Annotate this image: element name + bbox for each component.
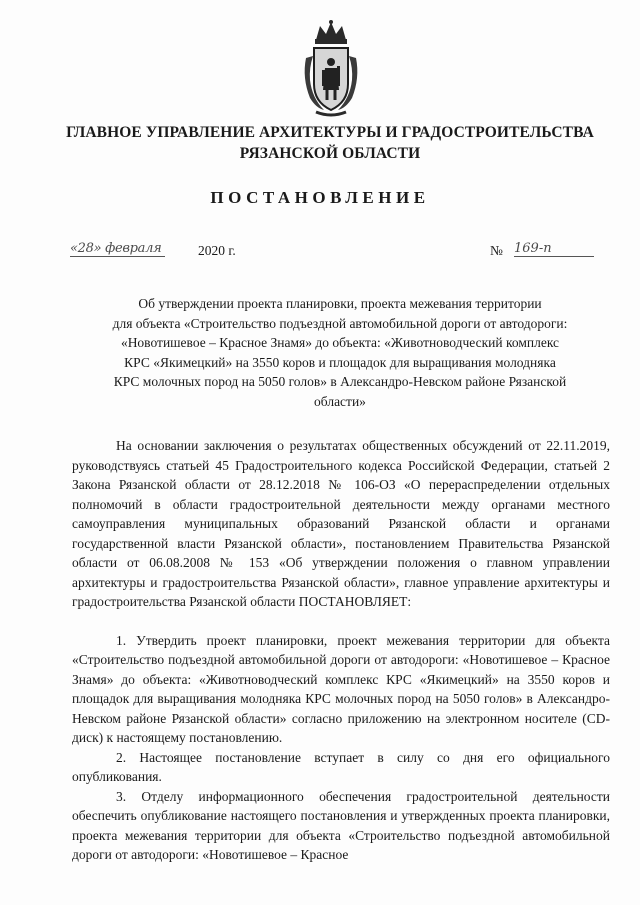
date-year: 2020 г. bbox=[198, 243, 236, 258]
handwritten-date: «28» февраля bbox=[70, 241, 165, 257]
subject-line: КРС «Якимецкий» на 3550 коров и площадок для выращивания молодняка bbox=[124, 354, 556, 370]
resolution-item-1: 1. Утвердить проект планировки, проект межевания территории для объекта «Строительство подъездной автомобильной дороги от автодороги: «Новотишевое – Красное Знамя» до объекта: «Животноводческий комплекс КРС «Якимецкий» на 3550 коров и площадок для выращивания молодняка КРС молочных пород на 5050 голов» в Александро-Невском районе Рязанской области» согласно приложению на электронном носителе (CD-диск) к настоящему постановлению. bbox=[72, 632, 610, 745]
subject-line: КРС молочных пород на 5050 голов» в Александро-Невском районе Рязанской bbox=[113, 374, 567, 389]
handwritten-number: 169-п bbox=[514, 241, 594, 257]
organization-name-line2: РЯЗАНСКОЙ ОБЛАСТИ bbox=[239, 145, 421, 162]
document-type-title: ПОСТАНОВЛЕНИЕ bbox=[210, 188, 430, 207]
subject-line: «Новотишевое – Красное Знамя» до объекта: «Животноводческий комплекс bbox=[120, 335, 560, 350]
subject-line: Об утверждении проекта планировки, проекта межевания территории bbox=[138, 296, 542, 311]
organization-name bbox=[40, 122, 620, 164]
coat-of-arms-emblem bbox=[300, 18, 362, 118]
number-label: № bbox=[490, 243, 503, 258]
preamble-paragraph: На основании заключения о результатах общественных обсуждений от 22.11.2019, руководствуясь статьей 45 Градостроительного кодекса Российской Федерации, статьей 2 Закона Рязанской области от 28.12.2018 № 106-ОЗ «О перераспределении отдельных полномочий в области градостроительной деятельности между органами местного самоуправления муниципальных образований Рязанской области и органами государственной власти Рязанской области», постановлением Правительства Рязанской области от 06.08.2008 № 153 «Об утверждении положения о главном управлении архитектуры и градостроительства Рязанской области», главное управление архитектуры и градостроительства Рязанской области ПОСТАНОВЛЯЕТ: bbox=[72, 438, 610, 609]
document-body bbox=[72, 436, 610, 865]
organization-name-line1: ГЛАВНОЕ УПРАВЛЕНИЕ АРХИТЕКТУРЫ И ГРАДОСТРОИТЕЛЬСТВА bbox=[66, 124, 594, 141]
date-number-row bbox=[70, 243, 610, 265]
resolution-item-2: 2. Настоящее постановление вступает в силу со дня его официального опубликования. bbox=[72, 749, 610, 784]
resolution-item-3: 3. Отделу информационного обеспечения градостроительной деятельности обеспечить опубликование настоящего постановления и утвержденных проекта планировки, проекта межевания территории для объекта «Строительство подъездной автомобильной дороги от автодороги: «Новотишевое – Красное bbox=[72, 788, 610, 862]
subject-line: области» bbox=[314, 393, 366, 409]
subject-line: для объекта «Строительство подъездной автомобильной дороги от автодороги: bbox=[112, 315, 568, 331]
document-subject bbox=[70, 294, 610, 411]
